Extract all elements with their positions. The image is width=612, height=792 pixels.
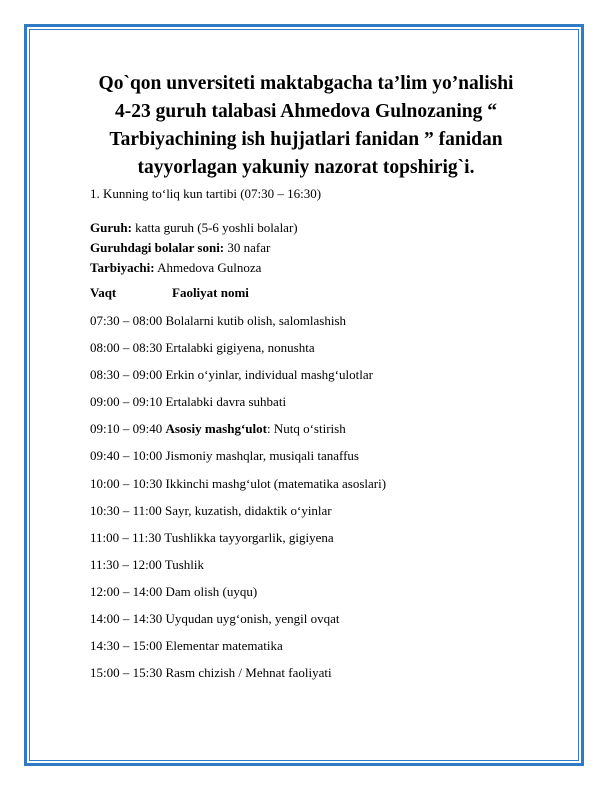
row-time: 09:40 – 10:00 (90, 448, 163, 464)
title-line-1: Qo`qon unversiteti maktabgacha ta’lim yo’nalishi (98, 73, 514, 94)
title-line-2: 4-23 guruh talabasi Ahmedova Gulnozaning “ (115, 101, 497, 122)
teacher-label: Tarbiyachi: (90, 260, 155, 275)
section-heading: 1. Kunning to‘liq kun tartibi (07:30 – 16:30) (90, 186, 322, 201)
group-label: Guruh: (90, 220, 132, 235)
schedule-row (90, 555, 560, 582)
schedule-header (90, 285, 490, 301)
title-line-3: Tarbiyachining ish hujjatlari fanidan ” fanidan (109, 129, 503, 150)
row-time: 14:00 – 14:30 (90, 611, 163, 627)
title-line-4: tayyorlagan yakuniy nazorat topshirig`i. (137, 157, 475, 178)
row-activity: Jismoniy mashqlar, musiqali tanaffus (165, 448, 359, 464)
row-time: 07:30 – 08:00 (90, 313, 163, 328)
group-info (90, 218, 298, 278)
row-activity: Uyqudan uyg‘onish, yengil ovqat (165, 611, 340, 627)
teacher-value: Ahmedova Gulnoza (154, 260, 262, 275)
schedule-row (90, 582, 560, 609)
schedule-rows (90, 311, 560, 690)
schedule-row (90, 528, 560, 555)
row-activity: Bolalarni kutib olish, salomlashish (165, 313, 347, 328)
row-time: 08:00 – 08:30 (90, 340, 163, 356)
row-time: 11:00 – 11:30 (90, 529, 162, 545)
schedule-row (90, 474, 560, 501)
group-line (90, 218, 298, 238)
row-time: 10:30 – 11:00 (90, 502, 162, 518)
row-time: 12:00 – 14:00 (90, 583, 163, 599)
row-activity-main-lesson: Asosiy mashg‘ulot (165, 421, 267, 437)
row-activity: Ertalabki gigiyena, nonushta (165, 340, 315, 356)
column-header-activity: Faoliyat nomi (172, 285, 249, 300)
children-count-label: Guruhdagi bolalar soni: (90, 240, 225, 255)
column-header-time: Vaqt (90, 285, 117, 300)
row-activity: Tushlik (164, 556, 205, 572)
schedule-row (90, 365, 560, 392)
children-count-line (90, 238, 298, 258)
schedule-row (90, 636, 560, 663)
schedule-row (90, 392, 560, 419)
row-activity: Ertalabki davra suhbati (165, 394, 287, 410)
row-time: 08:30 – 09:00 (90, 367, 163, 383)
row-activity: Tushlikka tayyorgarlik, gigiyena (164, 529, 334, 545)
row-activity: Erkin o‘yinlar, individual mashg‘ulotlar (165, 367, 373, 383)
document-title (40, 70, 572, 182)
schedule-row (90, 446, 560, 473)
row-activity: Sayr, kuzatish, didaktik o‘yinlar (165, 502, 332, 518)
row-activity: : Nutq o‘stirish (266, 421, 346, 437)
schedule-row (90, 663, 560, 690)
row-activity: Ikkinchi mashg‘ulot (matematika asoslari) (165, 475, 387, 491)
row-activity: Rasm chizish / Mehnat faoliyati (165, 665, 332, 681)
schedule-row (90, 609, 560, 636)
children-count-value: 30 nafar (224, 240, 271, 255)
schedule-row (90, 419, 560, 446)
schedule-row (90, 338, 560, 365)
row-time: 09:10 – 09:40 (90, 421, 163, 437)
row-activity: Dam olish (uyqu) (165, 583, 258, 599)
teacher-line (90, 258, 298, 278)
group-value: katta guruh (5-6 yoshli bolalar) (131, 220, 298, 235)
schedule-row (90, 501, 560, 528)
row-time: 09:00 – 09:10 (90, 394, 163, 410)
row-time: 14:30 – 15:00 (90, 638, 163, 654)
row-activity: Elementar matematika (165, 638, 283, 654)
row-time: 15:00 – 15:30 (90, 665, 163, 681)
row-time: 11:30 – 12:00 (90, 556, 162, 572)
row-time: 10:00 – 10:30 (90, 475, 163, 491)
schedule-row (90, 311, 560, 338)
